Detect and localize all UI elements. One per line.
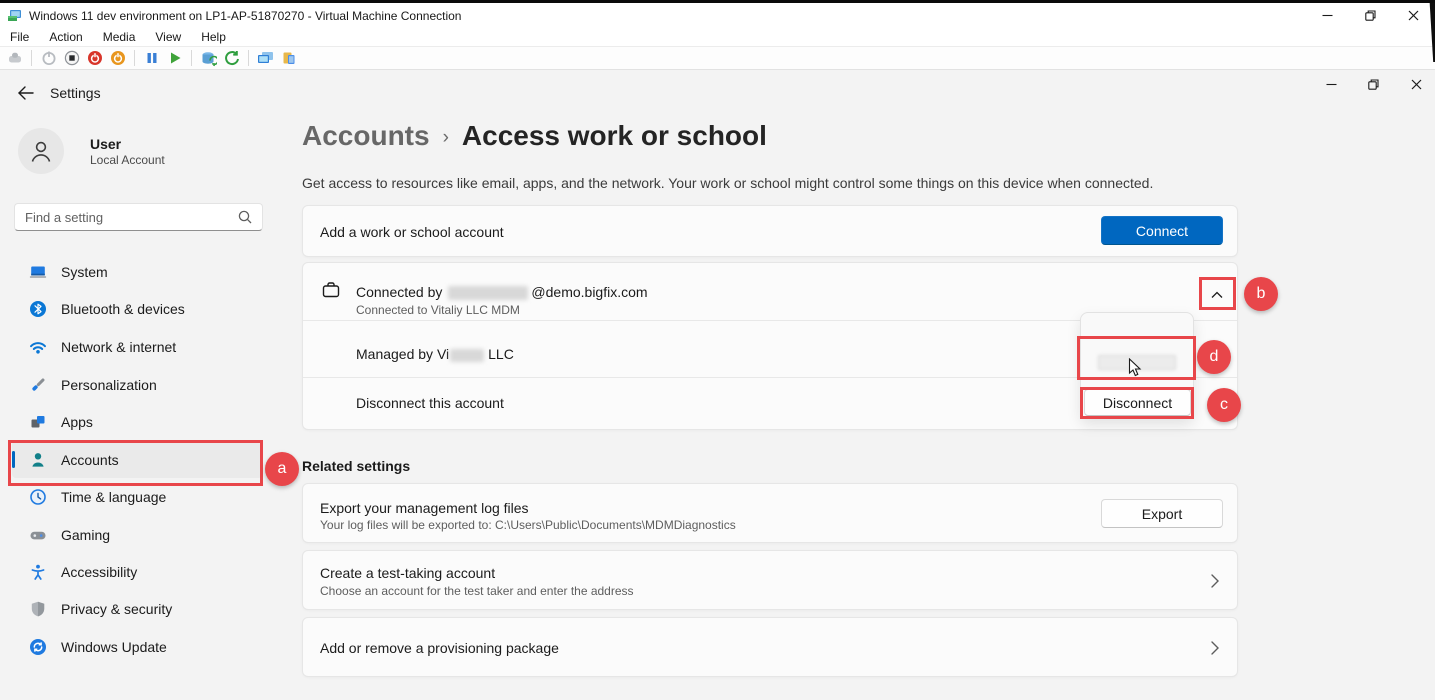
- user-avatar[interactable]: [18, 128, 64, 174]
- game-controller-icon: [29, 526, 47, 544]
- system-icon: [29, 263, 47, 281]
- connected-subtitle: Connected to Vitaliy LLC MDM: [356, 303, 520, 317]
- sidebar-item-personalization[interactable]: [12, 366, 262, 403]
- menu-view[interactable]: View: [155, 30, 182, 44]
- sidebar-item-label: Privacy & security: [61, 600, 173, 617]
- user-account-type: Local Account: [90, 153, 165, 167]
- shield-icon: [29, 600, 47, 618]
- menu-media[interactable]: Media: [102, 30, 136, 44]
- briefcase-icon: [321, 280, 341, 300]
- sidebar-item-label: System: [61, 263, 108, 280]
- test-taking-card[interactable]: [302, 550, 1238, 610]
- annotation-circle-d: d: [1197, 340, 1231, 374]
- sidebar-item-label: Accessibility: [61, 563, 138, 580]
- connected-title-suffix: @demo.bigfix.com: [531, 284, 648, 300]
- test-taking-title: Create a test-taking account: [320, 565, 496, 581]
- window-top-edge: [0, 0, 1435, 3]
- add-account-label: Add a work or school account: [320, 224, 504, 240]
- sidebar-item-label: Network & internet: [61, 338, 177, 355]
- annotation-circle-b: b: [1244, 277, 1278, 311]
- wifi-icon: [29, 338, 47, 356]
- toolbar-separator: [134, 50, 135, 66]
- search-box: [14, 203, 263, 231]
- share-icon[interactable]: [280, 50, 297, 67]
- managed-suffix: LLC: [488, 346, 514, 362]
- pause-icon[interactable]: [143, 50, 160, 67]
- sidebar-item-system[interactable]: [12, 253, 262, 290]
- page-title: Access work or school: [461, 120, 767, 151]
- export-button[interactable]: Export: [1101, 499, 1223, 528]
- enhanced-session-icon[interactable]: [257, 50, 274, 67]
- connect-button[interactable]: Connect: [1101, 216, 1223, 245]
- back-button[interactable]: [12, 82, 40, 104]
- breadcrumb-separator: ›: [442, 126, 449, 148]
- search-icon: [238, 210, 252, 224]
- toolbar-separator: [191, 50, 192, 66]
- vm-menubar: [0, 28, 1435, 46]
- provisioning-card[interactable]: [302, 617, 1238, 677]
- user-name: User: [90, 136, 122, 152]
- annotation-box-a: [8, 440, 263, 486]
- menu-file[interactable]: File: [10, 30, 30, 44]
- sidebar-item-accessibility[interactable]: [12, 553, 262, 590]
- redacted-username: [448, 286, 528, 300]
- settings-close-button[interactable]: [1396, 70, 1435, 98]
- clock-icon: [29, 488, 47, 506]
- sidebar-item-gaming[interactable]: [12, 516, 262, 553]
- power-icon[interactable]: [40, 50, 57, 67]
- provisioning-title: Add or remove a provisioning package: [320, 640, 559, 656]
- sidebar-item-label: Apps: [61, 413, 93, 430]
- sidebar-item-label: Personalization: [61, 376, 157, 393]
- checkpoint-icon[interactable]: [200, 50, 217, 67]
- export-logs-title: Export your management log files: [320, 500, 529, 516]
- start-icon[interactable]: [166, 50, 183, 67]
- ctrl-alt-del-icon[interactable]: [6, 50, 23, 67]
- paintbrush-icon: [29, 376, 47, 394]
- sidebar-item-label: Windows Update: [61, 638, 167, 655]
- vm-close-button[interactable]: [1393, 3, 1433, 28]
- annotation-circle-c: c: [1207, 388, 1241, 422]
- sidebar-item-windows-update[interactable]: [12, 628, 262, 665]
- settings-restore-button[interactable]: [1353, 70, 1393, 98]
- sidebar-item-label: Bluetooth & devices: [61, 300, 185, 317]
- page-description: Get access to resources like email, apps, and the network. Your work or school might control some things on this device when connected.: [302, 175, 1154, 191]
- managed-prefix: Managed by Vi: [356, 346, 450, 362]
- managed-by-label: [356, 346, 514, 362]
- sidebar-item-bluetooth-devices[interactable]: [12, 290, 262, 327]
- save-state-icon[interactable]: [109, 50, 126, 67]
- sidebar-item-label: Gaming: [61, 526, 111, 543]
- annotation-box-c: [1080, 387, 1194, 419]
- export-logs-subtitle: Your log files will be exported to: C:\Users\Public\Documents\MDMDiagnostics: [320, 518, 736, 532]
- export-logs-card: [302, 483, 1238, 543]
- related-settings-heading: Related settings: [302, 458, 411, 474]
- disconnect-row-label: Disconnect this account: [356, 395, 504, 411]
- mouse-cursor: [1128, 358, 1142, 378]
- sidebar-item-privacy-security[interactable]: [12, 590, 262, 627]
- apps-icon: [29, 413, 47, 431]
- sidebar-item-label: Accounts: [61, 451, 119, 468]
- sidebar-item-label: Time & language: [61, 488, 167, 505]
- test-taking-subtitle: Choose an account for the test taker and enter the address: [320, 584, 634, 598]
- toolbar-separator: [31, 50, 32, 66]
- sidebar-item-network-internet[interactable]: [12, 328, 262, 365]
- annotation-circle-a: a: [265, 452, 299, 486]
- vm-window-title: Windows 11 dev environment on LP1-AP-51870270 - Virtual Machine Connection: [29, 8, 462, 23]
- stop-icon[interactable]: [63, 50, 80, 67]
- shut-down-icon[interactable]: [86, 50, 103, 67]
- search-input[interactable]: [15, 210, 238, 225]
- chevron-right-icon: [1211, 574, 1219, 588]
- menu-help[interactable]: Help: [201, 30, 226, 44]
- connected-title: [356, 284, 648, 300]
- sidebar-item-apps[interactable]: [12, 403, 262, 440]
- breadcrumb: [302, 120, 767, 152]
- menu-action[interactable]: Action: [49, 30, 83, 44]
- vm-restore-button[interactable]: [1350, 3, 1390, 28]
- add-account-card: [302, 205, 1238, 257]
- toolbar-separator: [248, 50, 249, 66]
- settings-minimize-button[interactable]: [1311, 70, 1351, 98]
- bluetooth-icon: [29, 300, 47, 318]
- vm-toolbar: [0, 46, 1435, 70]
- annotation-box-b: [1199, 277, 1236, 310]
- revert-icon[interactable]: [223, 50, 240, 67]
- chevron-right-icon: [1211, 641, 1219, 655]
- redacted-org-name: [450, 349, 484, 362]
- vm-titlebar: [0, 3, 1435, 28]
- connected-title-prefix: Connected by: [356, 284, 443, 300]
- settings-app-title: Settings: [50, 85, 101, 101]
- breadcrumb-accounts[interactable]: Accounts: [302, 120, 430, 151]
- disconnect-button[interactable]: Disconnect: [1084, 389, 1191, 416]
- hyperv-app-icon: [7, 9, 22, 23]
- windows-update-icon: [29, 638, 47, 656]
- accessibility-icon: [29, 563, 47, 581]
- vm-minimize-button[interactable]: [1307, 3, 1347, 28]
